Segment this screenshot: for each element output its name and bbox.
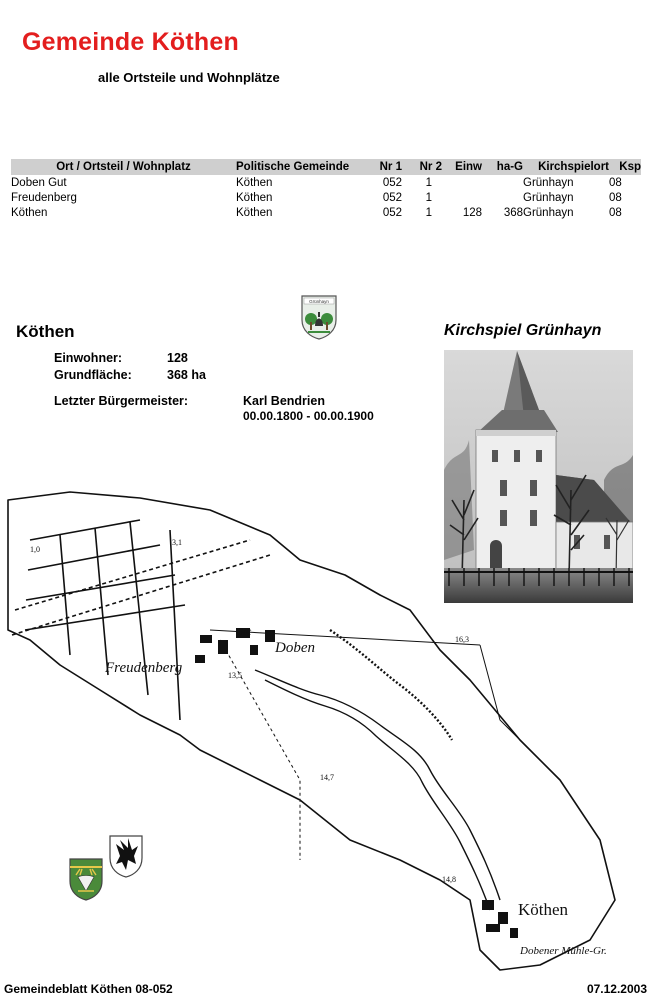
- place-name: Köthen: [16, 322, 75, 341]
- map-height-1: 1,0: [30, 545, 40, 554]
- table-header-row: [11, 159, 641, 175]
- cell-einw: [442, 175, 482, 190]
- cell-ort: Köthen: [11, 206, 48, 219]
- cell-ksp: 08: [609, 191, 622, 204]
- table-row: [11, 205, 641, 220]
- cell-nr2: 1: [425, 176, 432, 189]
- cell-einw: [442, 190, 482, 205]
- map-height-3: 16,3: [455, 635, 469, 644]
- col-gemeinde: Politische Gemeinde: [236, 159, 358, 175]
- map-height-4: 13,5: [228, 671, 242, 680]
- cell-ort: Freudenberg: [11, 191, 77, 204]
- cell-ha: 368: [503, 206, 523, 219]
- historic-map: [0, 480, 650, 980]
- col-kirchspielort: Kirchspielort: [523, 159, 609, 175]
- map-label-freudenberg: Freudenberg: [105, 660, 183, 676]
- stag-crest-icon: [68, 857, 104, 901]
- footer-date: 07.12.2003: [586, 982, 647, 996]
- col-nr1: Nr 1: [358, 159, 402, 175]
- gruenhayn-crest-icon: [300, 294, 338, 340]
- col-nr2: Nr 2: [402, 159, 442, 175]
- cell-nr1: 052: [382, 206, 402, 219]
- map-height-5: 14,7: [320, 773, 334, 782]
- col-ha: ha-G: [482, 159, 523, 175]
- cell-ksp: 08: [609, 206, 622, 219]
- cell-ha: [482, 175, 523, 190]
- grundflaeche-value: 368 ha: [167, 368, 206, 382]
- map-height-6: 14,8: [442, 875, 456, 884]
- page-title: Gemeinde Köthen: [22, 28, 239, 56]
- crest-label: Grünhayn: [309, 299, 329, 304]
- cell-einw: 128: [462, 206, 482, 219]
- page-subtitle: alle Ortsteile und Wohnplätze: [98, 70, 280, 85]
- table-row: [11, 190, 641, 205]
- cell-gemeinde: Köthen: [236, 206, 273, 219]
- map-height-2: 3,1: [172, 538, 182, 547]
- eagle-crest-icon: [108, 834, 144, 878]
- table-row: [11, 175, 641, 190]
- cell-nr2: 1: [425, 206, 432, 219]
- cell-kirchspielort: Grünhayn: [523, 206, 574, 219]
- col-ort: Ort / Ortsteil / Wohnplatz: [11, 159, 236, 175]
- map-label-doben: Doben: [275, 640, 315, 656]
- cell-gemeinde: Köthen: [236, 176, 273, 189]
- cell-kirchspielort: Grünhayn: [523, 176, 574, 189]
- buergermeister-name: Karl Bendrien: [243, 394, 325, 408]
- map-label-gut: Gut: [236, 627, 251, 638]
- einwohner-value: 128: [167, 351, 188, 365]
- cell-nr1: 052: [382, 191, 402, 204]
- cell-ksp: 08: [609, 176, 622, 189]
- cell-ha: [482, 190, 523, 205]
- buergermeister-label: Letzter Bürgermeister:: [54, 394, 189, 408]
- cell-ort: Doben Gut: [11, 176, 67, 189]
- footer-left: Gemeindeblatt Köthen 08-052: [4, 982, 173, 996]
- grundflaeche-label: Grundfläche:: [54, 368, 132, 382]
- kirchspiel-title: Kirchspiel Grünhayn: [444, 322, 602, 339]
- cell-nr1: 052: [382, 176, 402, 189]
- cell-kirchspielort: Grünhayn: [523, 191, 574, 204]
- col-ksp: Ksp: [609, 159, 641, 175]
- places-table: [11, 159, 641, 220]
- map-label-koethen: Köthen: [518, 900, 569, 919]
- cell-nr2: 1: [425, 191, 432, 204]
- einwohner-label: Einwohner:: [54, 351, 123, 365]
- buergermeister-dates: 00.00.1800 - 00.00.1900: [243, 409, 374, 423]
- cell-gemeinde: Köthen: [236, 191, 273, 204]
- col-einw: Einw: [442, 159, 482, 175]
- map-label-dobener-muehle: Dobener Mühle-Gr.: [520, 945, 607, 957]
